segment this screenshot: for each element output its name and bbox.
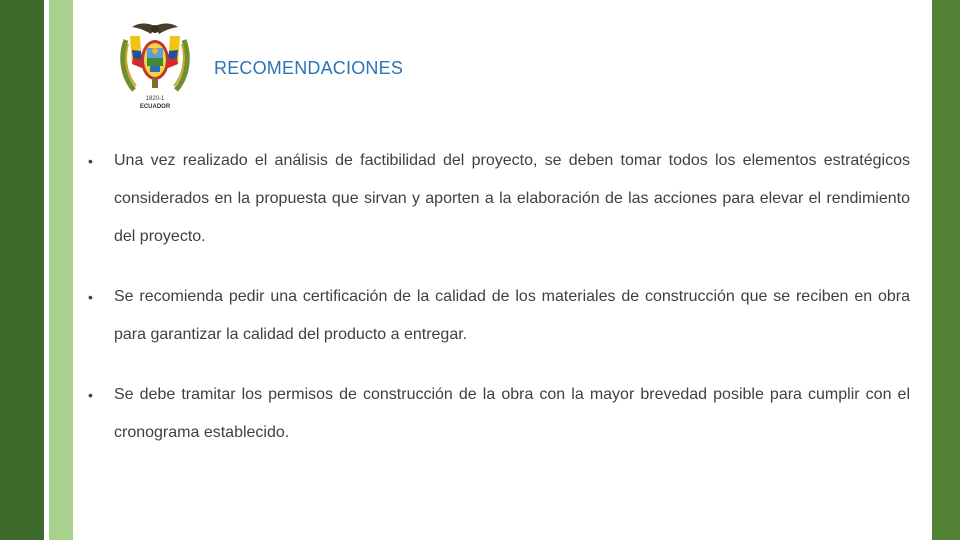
left-dark-green-bar (0, 0, 44, 540)
list-item-text: Una vez realizado el análisis de factibilidad del proyecto, se deben tomar todos los elementos estratégicos considerados en la propuesta que sirvan y aporten a la elaboración de las acciones para elevar el rendimiento del proyecto. (114, 152, 910, 245)
list-item (88, 278, 910, 354)
bullet-icon: • (88, 387, 93, 403)
slide-title: RECOMENDACIONES (214, 58, 404, 78)
list-item (88, 142, 910, 256)
list-item-text: Se debe tramitar los permisos de construcción de la obra con la mayor brevedad posible para cumplir con el cronograma establecido. (114, 386, 910, 441)
seal-caption-year: 1820-1 (145, 96, 165, 102)
ecuador-coat-of-arms-icon (116, 20, 194, 112)
recommendations-list (88, 142, 910, 474)
list-item-text: Se recomienda pedir una certificación de la calidad de los materiales de construcción que se reciben en obra para garantizar la calidad del producto a entregar. (114, 288, 910, 343)
left-light-green-bar (49, 0, 73, 540)
seal-caption-country: ECUADOR (139, 104, 171, 110)
list-item (88, 376, 910, 452)
right-green-bar (932, 0, 960, 540)
bullet-icon: • (88, 289, 93, 305)
bullet-icon: • (88, 153, 93, 169)
